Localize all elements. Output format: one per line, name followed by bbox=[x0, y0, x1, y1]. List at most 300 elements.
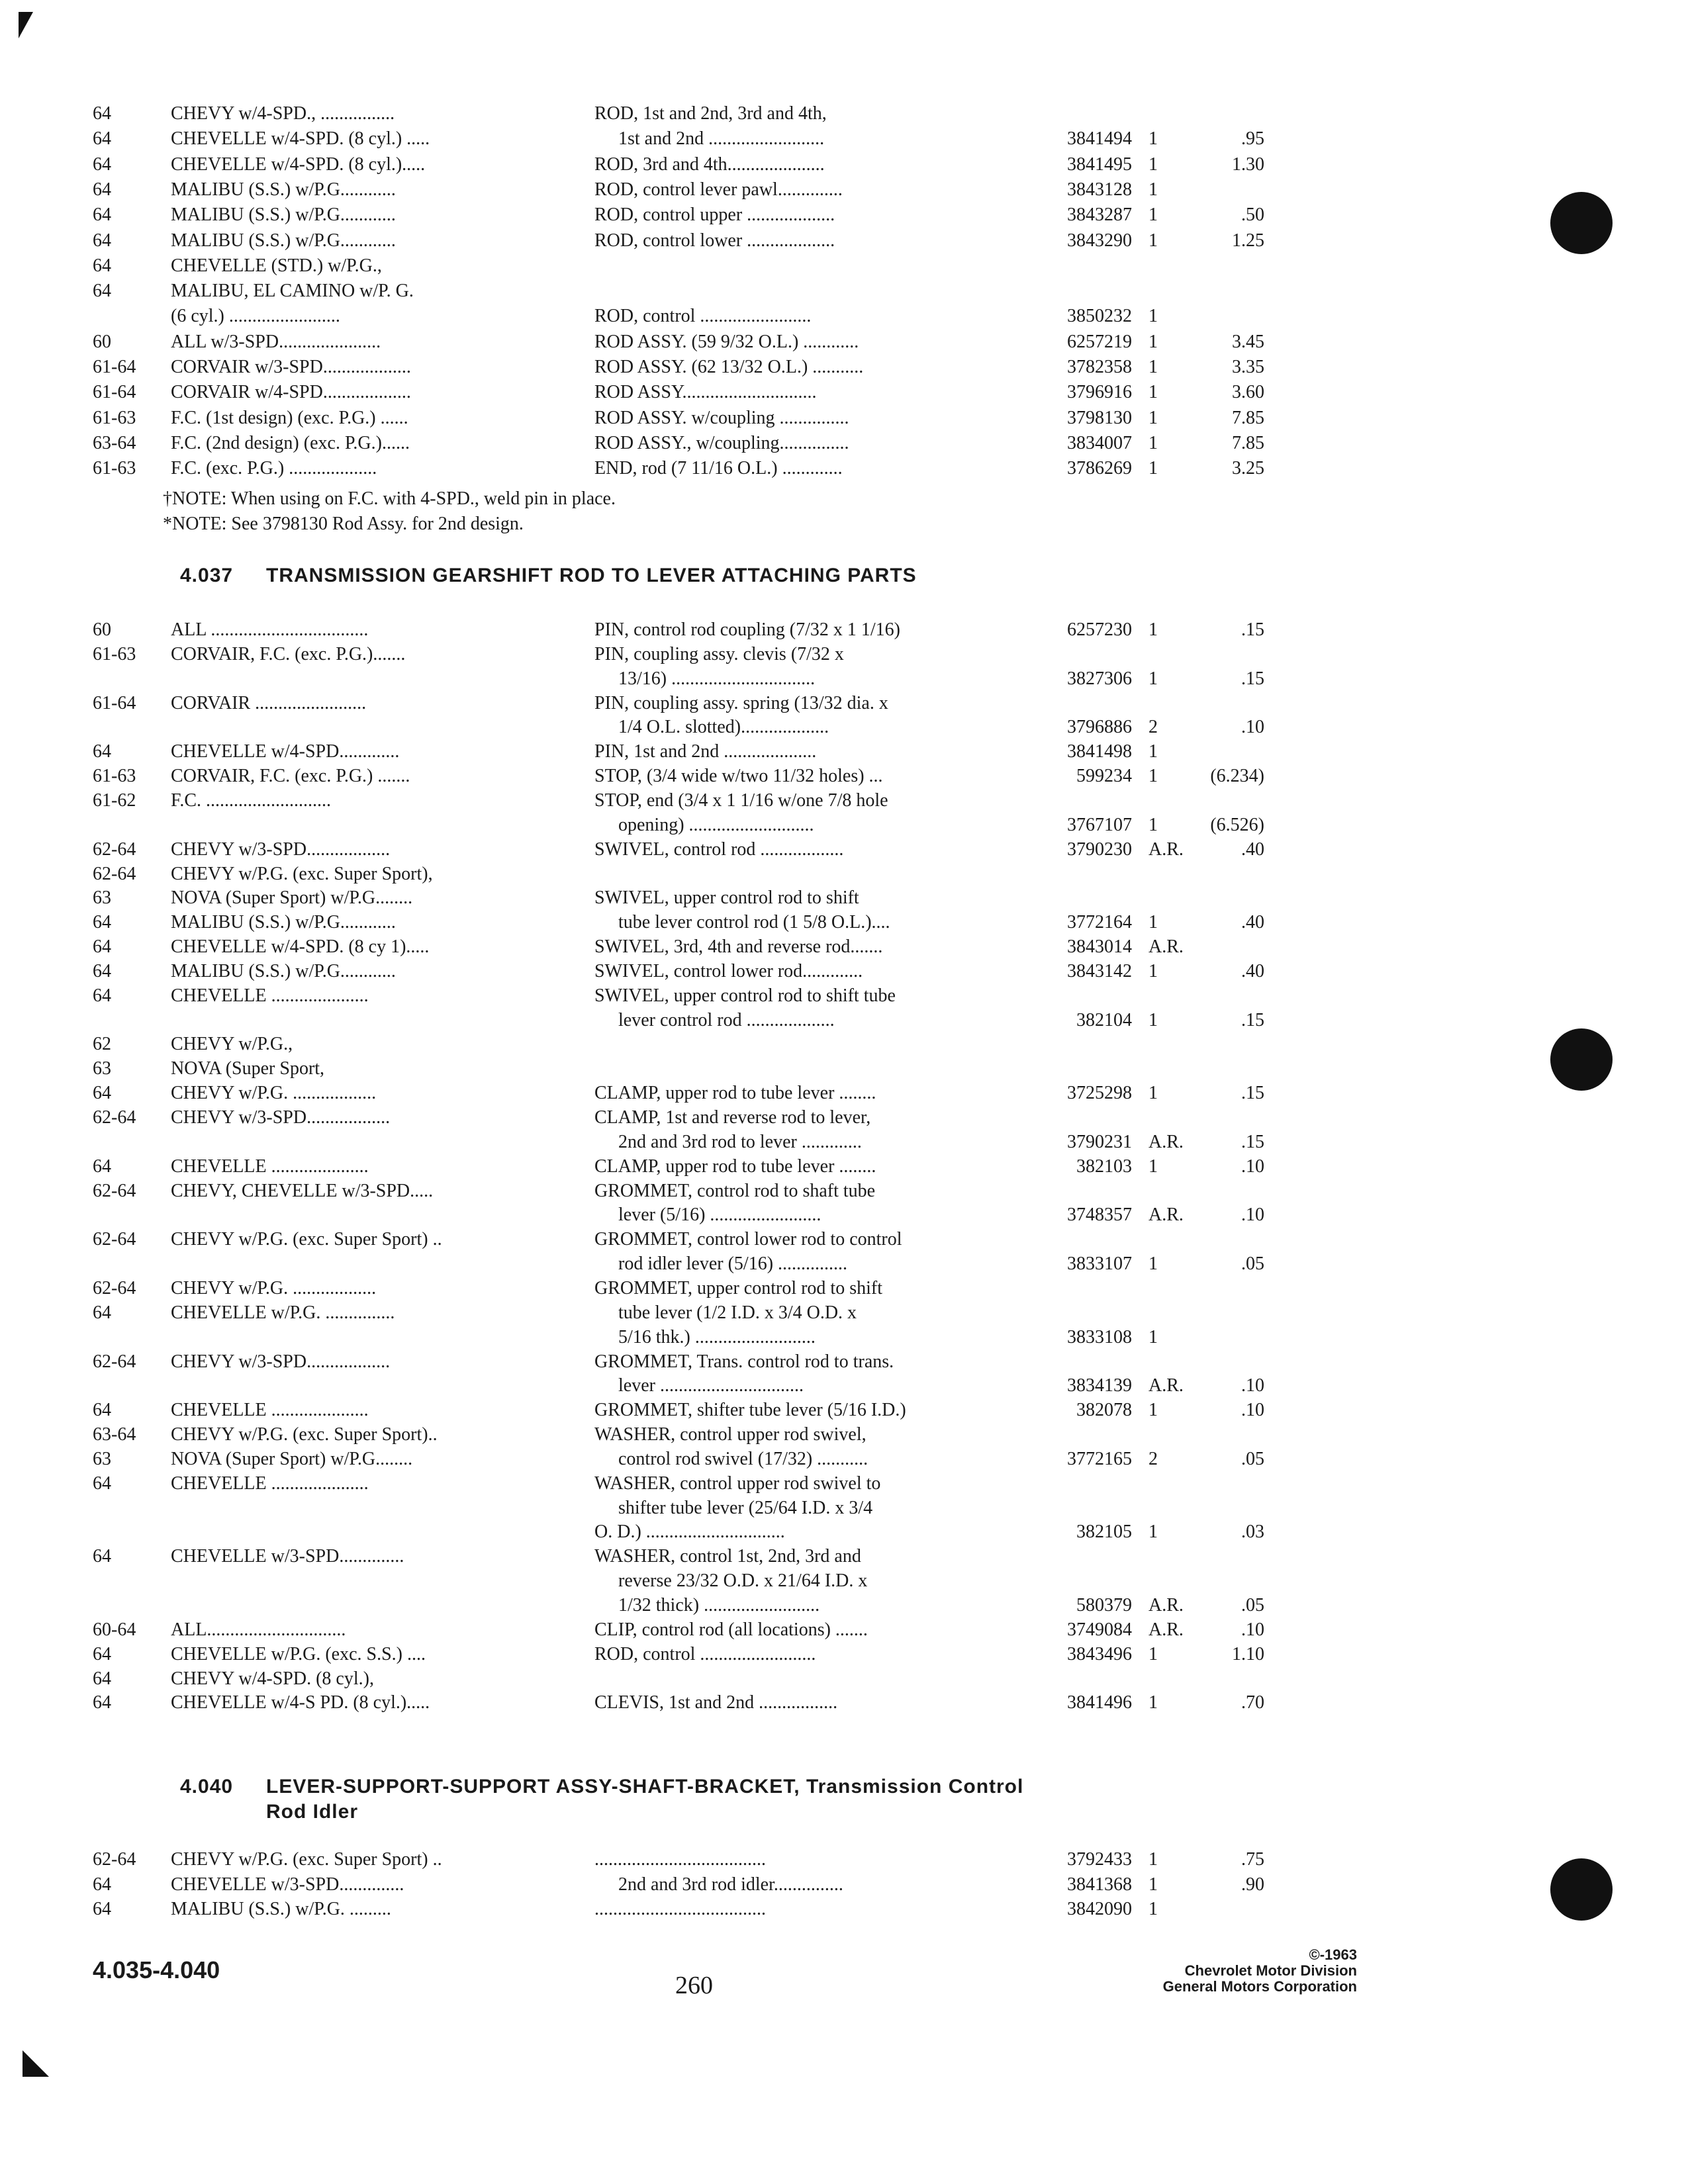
part-description: SWIVEL, upper control rod to shift tube bbox=[594, 985, 896, 1006]
part-number: 3841368 bbox=[1067, 1874, 1132, 1895]
quantity: 1 bbox=[1149, 961, 1158, 981]
application: CORVAIR, F.C. (exc. P.G.) ....... bbox=[171, 766, 410, 786]
part-number: 3796886 bbox=[1067, 717, 1132, 737]
price: 3.35 bbox=[1232, 357, 1264, 377]
part-row bbox=[0, 1056, 1688, 1082]
application: F.C. ........................... bbox=[171, 790, 332, 811]
section-number: 4.040 bbox=[180, 1776, 234, 1797]
part-number: 3834007 bbox=[1067, 433, 1132, 453]
section-heading bbox=[0, 1774, 1688, 1800]
model-year: 64 bbox=[93, 1692, 111, 1713]
model-year: 64 bbox=[93, 1874, 111, 1895]
part-row bbox=[0, 1592, 1688, 1619]
part-description: 13/16) ............................... bbox=[618, 668, 816, 689]
application: F.C. (1st design) (exc. P.G.) ...... bbox=[171, 408, 408, 428]
part-number: 382078 bbox=[1076, 1400, 1132, 1420]
model-year: 63 bbox=[93, 1449, 111, 1469]
part-number: 3790230 bbox=[1067, 839, 1132, 860]
part-number: 6257219 bbox=[1067, 332, 1132, 352]
part-row bbox=[0, 303, 1688, 330]
registration-mark-bottom bbox=[23, 2050, 49, 2077]
model-year: 61-64 bbox=[93, 693, 136, 713]
quantity: 1 bbox=[1149, 1899, 1158, 1919]
part-row bbox=[0, 430, 1688, 457]
part-description: ROD ASSY............................. bbox=[594, 382, 817, 402]
price: 1.30 bbox=[1232, 154, 1264, 175]
part-row bbox=[0, 934, 1688, 960]
part-row bbox=[0, 1896, 1688, 1923]
part-description: STOP, (3/4 wide w/two 11/32 holes) ... bbox=[594, 766, 883, 786]
price: .15 bbox=[1241, 668, 1264, 689]
part-row bbox=[0, 354, 1688, 381]
part-description: SWIVEL, 3rd, 4th and reverse rod....... bbox=[594, 936, 883, 957]
part-row bbox=[0, 690, 1688, 717]
application: CHEVY w/P.G., bbox=[171, 1034, 293, 1054]
quantity: 1 bbox=[1149, 668, 1158, 689]
application: CHEVY w/3-SPD.................. bbox=[171, 1351, 391, 1372]
model-year: 63-64 bbox=[93, 433, 136, 453]
application: CHEVELLE ..................... bbox=[171, 1473, 369, 1494]
application: NOVA (Super Sport) w/P.G........ bbox=[171, 1449, 413, 1469]
part-row bbox=[0, 1178, 1688, 1205]
application: CHEVY w/P.G. (exc. Super Sport).. bbox=[171, 1424, 438, 1445]
application: CHEVY w/P.G. .................. bbox=[171, 1278, 377, 1298]
quantity: 1 bbox=[1149, 741, 1158, 762]
part-row bbox=[0, 202, 1688, 228]
part-description: 2nd and 3rd rod to lever ............. bbox=[618, 1132, 862, 1152]
quantity: 1 bbox=[1149, 1644, 1158, 1664]
quantity: 1 bbox=[1149, 382, 1158, 402]
application: CHEVY w/P.G. (exc. Super Sport) .. bbox=[171, 1849, 442, 1870]
model-year: 64 bbox=[93, 1473, 111, 1494]
application: CHEVELLE (STD.) w/P.G., bbox=[171, 255, 382, 276]
price: .40 bbox=[1241, 839, 1264, 860]
model-year: 64 bbox=[93, 1156, 111, 1177]
part-description: ROD ASSY. w/coupling ............... bbox=[594, 408, 849, 428]
quantity: 2 bbox=[1149, 1449, 1158, 1469]
application: F.C. (exc. P.G.) ................... bbox=[171, 458, 377, 478]
price: 3.25 bbox=[1232, 458, 1264, 478]
part-description: 1/4 O.L. slotted)................... bbox=[618, 717, 829, 737]
part-number: 3850232 bbox=[1067, 306, 1132, 326]
part-description: WASHER, control upper rod swivel, bbox=[594, 1424, 867, 1445]
part-row bbox=[0, 1666, 1688, 1692]
application: MALIBU, EL CAMINO w/P. G. bbox=[171, 281, 414, 301]
part-row bbox=[0, 1031, 1688, 1058]
model-year: 63-64 bbox=[93, 1424, 136, 1445]
application: CHEVY w/P.G. .................. bbox=[171, 1083, 377, 1103]
part-description: tube lever control rod (1 5/8 O.L.).... bbox=[618, 912, 890, 933]
application: CHEVELLE w/4-SPD. (8 cyl.) ..... bbox=[171, 128, 430, 149]
part-row bbox=[0, 405, 1688, 432]
quantity: 1 bbox=[1149, 179, 1158, 200]
application: CHEVY, CHEVELLE w/3-SPD..... bbox=[171, 1181, 434, 1201]
quantity: 1 bbox=[1149, 1083, 1158, 1103]
part-number: 3749084 bbox=[1067, 1619, 1132, 1640]
application: CHEVELLE w/4-S PD. (8 cyl.)..... bbox=[171, 1692, 430, 1713]
part-number: 382105 bbox=[1076, 1522, 1132, 1542]
part-row bbox=[0, 763, 1688, 790]
quantity: A.R. bbox=[1149, 1595, 1184, 1615]
part-row bbox=[0, 812, 1688, 839]
quantity: A.R. bbox=[1149, 1375, 1184, 1396]
part-row bbox=[0, 329, 1688, 355]
model-year: 61-63 bbox=[93, 458, 136, 478]
price: .05 bbox=[1241, 1595, 1264, 1615]
model-year: 64 bbox=[93, 1644, 111, 1664]
section-number: 4.037 bbox=[180, 565, 234, 586]
price: .03 bbox=[1241, 1522, 1264, 1542]
quantity: 1 bbox=[1149, 230, 1158, 251]
application: CHEVELLE ..................... bbox=[171, 985, 369, 1006]
part-description: CLAMP, upper rod to tube lever ........ bbox=[594, 1083, 876, 1103]
model-year: 63 bbox=[93, 1058, 111, 1079]
price: .05 bbox=[1241, 1449, 1264, 1469]
part-description: CLAMP, 1st and reverse rod to lever, bbox=[594, 1107, 871, 1128]
part-description: 1/32 thick) ......................... bbox=[618, 1595, 820, 1615]
price: .10 bbox=[1241, 717, 1264, 737]
part-description: reverse 23/32 O.D. x 21/64 I.D. x bbox=[618, 1570, 868, 1591]
part-number: 3833107 bbox=[1067, 1253, 1132, 1274]
part-number: 3833108 bbox=[1067, 1327, 1132, 1347]
part-number: 3772164 bbox=[1067, 912, 1132, 933]
price: .70 bbox=[1241, 1692, 1264, 1713]
model-year: 64 bbox=[93, 103, 111, 124]
part-description: 2nd and 3rd rod idler............... bbox=[618, 1874, 843, 1895]
application: F.C. (2nd design) (exc. P.G.)...... bbox=[171, 433, 410, 453]
part-description: rod idler lever (5/16) ............... bbox=[618, 1253, 848, 1274]
application: CHEVY w/4-SPD., ................ bbox=[171, 103, 395, 124]
part-description: PIN, coupling assy. spring (13/32 dia. x bbox=[594, 693, 888, 713]
part-row bbox=[0, 1446, 1688, 1473]
application: ALL .................................. bbox=[171, 619, 369, 640]
part-description: PIN, 1st and 2nd .................... bbox=[594, 741, 817, 762]
price: 1.10 bbox=[1232, 1644, 1264, 1664]
part-description: ..................................... bbox=[594, 1899, 766, 1919]
quantity: A.R. bbox=[1149, 1205, 1184, 1225]
part-description: PIN, control rod coupling (7/32 x 1 1/16) bbox=[594, 619, 900, 640]
part-number: 382104 bbox=[1076, 1010, 1132, 1030]
part-description: ROD ASSY., w/coupling............... bbox=[594, 433, 849, 453]
price: .10 bbox=[1241, 1205, 1264, 1225]
model-year: 64 bbox=[93, 741, 111, 762]
part-row bbox=[0, 1080, 1688, 1107]
part-row bbox=[0, 837, 1688, 863]
quantity: 2 bbox=[1149, 717, 1158, 737]
part-row bbox=[0, 1690, 1688, 1716]
price: .10 bbox=[1241, 1156, 1264, 1177]
model-year: 64 bbox=[93, 1400, 111, 1420]
model-year: 62-64 bbox=[93, 864, 136, 884]
model-year: 64 bbox=[93, 1302, 111, 1323]
model-year: 62-64 bbox=[93, 1351, 136, 1372]
part-description: GROMMET, control lower rod to control bbox=[594, 1229, 902, 1250]
quantity: 1 bbox=[1149, 128, 1158, 149]
part-row bbox=[0, 1617, 1688, 1643]
section-heading bbox=[0, 563, 1688, 589]
application: CHEVELLE ..................... bbox=[171, 1400, 369, 1420]
quantity: A.R. bbox=[1149, 936, 1184, 957]
part-description: opening) ........................... bbox=[618, 815, 814, 835]
model-year: 64 bbox=[93, 1668, 111, 1689]
part-row bbox=[0, 739, 1688, 765]
part-number: 3767107 bbox=[1067, 815, 1132, 835]
quantity: 1 bbox=[1149, 205, 1158, 225]
application: (6 cyl.) ........................ bbox=[171, 306, 340, 326]
part-description: SWIVEL, upper control rod to shift bbox=[594, 887, 859, 908]
part-description: SWIVEL, control rod .................. bbox=[594, 839, 844, 860]
application: CHEVY w/P.G. (exc. Super Sport), bbox=[171, 864, 433, 884]
footnote bbox=[0, 486, 1688, 512]
model-year: 60 bbox=[93, 332, 111, 352]
application: ALL.............................. bbox=[171, 1619, 346, 1640]
part-row bbox=[0, 1568, 1688, 1594]
part-description: WASHER, control upper rod swivel to bbox=[594, 1473, 881, 1494]
model-year: 64 bbox=[93, 255, 111, 276]
application: CHEVELLE w/4-SPD............. bbox=[171, 741, 400, 762]
part-description: GROMMET, Trans. control rod to trans. bbox=[594, 1351, 894, 1372]
application: CHEVELLE w/4-SPD. (8 cy 1)..... bbox=[171, 936, 430, 957]
part-description: ..................................... bbox=[594, 1849, 766, 1870]
part-number: 6257230 bbox=[1067, 619, 1132, 640]
part-description: ROD, control lower ................... bbox=[594, 230, 835, 251]
part-row bbox=[0, 152, 1688, 178]
part-row bbox=[0, 1007, 1688, 1034]
part-description: END, rod (7 11/16 O.L.) ............. bbox=[594, 458, 843, 478]
part-description: tube lever (1/2 I.D. x 3/4 O.D. x bbox=[618, 1302, 857, 1323]
application: CORVAIR w/3-SPD................... bbox=[171, 357, 411, 377]
part-number: 3843287 bbox=[1067, 205, 1132, 225]
part-description: lever control rod ................... bbox=[618, 1010, 835, 1030]
part-description: CLIP, control rod (all locations) ....... bbox=[594, 1619, 868, 1640]
part-row bbox=[0, 983, 1688, 1009]
part-description: CLEVIS, 1st and 2nd ................. bbox=[594, 1692, 838, 1713]
part-description: 5/16 thk.) .......................... bbox=[618, 1327, 816, 1347]
part-description: ROD, control ......................... bbox=[594, 1644, 816, 1664]
model-year: 64 bbox=[93, 128, 111, 149]
quantity: 1 bbox=[1149, 357, 1158, 377]
quantity: 1 bbox=[1149, 306, 1158, 326]
part-description: ROD, 3rd and 4th..................... bbox=[594, 154, 825, 175]
note-text: †NOTE: When using on F.C. with 4-SPD., weld pin in place. bbox=[163, 488, 616, 509]
part-row bbox=[0, 253, 1688, 279]
application: CORVAIR, F.C. (exc. P.G.)....... bbox=[171, 644, 406, 664]
part-description: ROD ASSY. (62 13/32 O.L.) ........... bbox=[594, 357, 864, 377]
part-number: 3827306 bbox=[1067, 668, 1132, 689]
model-year: 62-64 bbox=[93, 1107, 136, 1128]
part-row bbox=[0, 1275, 1688, 1302]
part-row bbox=[0, 126, 1688, 152]
application: NOVA (Super Sport) w/P.G........ bbox=[171, 887, 413, 908]
quantity: 1 bbox=[1149, 766, 1158, 786]
price: .05 bbox=[1241, 1253, 1264, 1274]
price: .15 bbox=[1241, 1083, 1264, 1103]
part-row bbox=[0, 228, 1688, 254]
quantity: 1 bbox=[1149, 433, 1158, 453]
part-number: 3790231 bbox=[1067, 1132, 1132, 1152]
part-description: CLAMP, upper rod to tube lever ........ bbox=[594, 1156, 876, 1177]
quantity: 1 bbox=[1149, 1692, 1158, 1713]
part-description: WASHER, control 1st, 2nd, 3rd and bbox=[594, 1546, 861, 1567]
part-number: 3782358 bbox=[1067, 357, 1132, 377]
part-number: 3834139 bbox=[1067, 1375, 1132, 1396]
part-row bbox=[0, 1154, 1688, 1180]
application: CHEVELLE w/4-SPD. (8 cyl.)..... bbox=[171, 154, 426, 175]
application: CORVAIR w/4-SPD................... bbox=[171, 382, 411, 402]
part-number: 3841498 bbox=[1067, 741, 1132, 762]
price: .90 bbox=[1241, 1874, 1264, 1895]
application: CHEVY w/3-SPD.................. bbox=[171, 839, 391, 860]
model-year: 61-64 bbox=[93, 357, 136, 377]
part-description: ROD, control upper ................... bbox=[594, 205, 835, 225]
application: CHEVY w/4-SPD. (8 cyl.), bbox=[171, 1668, 374, 1689]
part-row bbox=[0, 1422, 1688, 1448]
part-number: 3772165 bbox=[1067, 1449, 1132, 1469]
price: 7.85 bbox=[1232, 408, 1264, 428]
price: .10 bbox=[1241, 1400, 1264, 1420]
part-description: 1st and 2nd ......................... bbox=[618, 128, 825, 149]
part-row bbox=[0, 1543, 1688, 1570]
part-row bbox=[0, 1495, 1688, 1522]
application: MALIBU (S.S.) w/P.G............ bbox=[171, 205, 396, 225]
application: MALIBU (S.S.) w/P.G. ......... bbox=[171, 1899, 391, 1919]
part-row bbox=[0, 1846, 1688, 1873]
application: CHEVELLE w/P.G. (exc. S.S.) .... bbox=[171, 1644, 426, 1664]
model-year: 64 bbox=[93, 912, 111, 933]
part-row bbox=[0, 1471, 1688, 1497]
application: MALIBU (S.S.) w/P.G............ bbox=[171, 912, 396, 933]
price: .15 bbox=[1241, 619, 1264, 640]
quantity: A.R. bbox=[1149, 839, 1184, 860]
part-number: 3748357 bbox=[1067, 1205, 1132, 1225]
quantity: A.R. bbox=[1149, 1619, 1184, 1640]
section-title: TRANSMISSION GEARSHIFT ROD TO LEVER ATTACHING PARTS bbox=[266, 565, 917, 586]
price: 7.85 bbox=[1232, 433, 1264, 453]
part-description: ROD, control lever pawl.............. bbox=[594, 179, 843, 200]
part-row bbox=[0, 641, 1688, 668]
part-number: 3842090 bbox=[1067, 1899, 1132, 1919]
division: Chevrolet Motor Division bbox=[1184, 1962, 1357, 1979]
model-year: 64 bbox=[93, 1083, 111, 1103]
part-row bbox=[0, 1519, 1688, 1545]
model-year: 62-64 bbox=[93, 839, 136, 860]
price: 3.45 bbox=[1232, 332, 1264, 352]
price: .15 bbox=[1241, 1010, 1264, 1030]
part-number: 599234 bbox=[1076, 766, 1132, 786]
part-description: ROD ASSY. (59 9/32 O.L.) ............ bbox=[594, 332, 859, 352]
quantity: 1 bbox=[1149, 1874, 1158, 1895]
model-year: 62-64 bbox=[93, 1278, 136, 1298]
quantity: 1 bbox=[1149, 1522, 1158, 1542]
model-year: 64 bbox=[93, 281, 111, 301]
part-row bbox=[0, 788, 1688, 814]
corporation: General Motors Corporation bbox=[1162, 1978, 1357, 1995]
part-row bbox=[0, 1202, 1688, 1228]
page-number: 260 bbox=[675, 1972, 713, 1999]
price: .75 bbox=[1241, 1849, 1264, 1870]
part-row bbox=[0, 617, 1688, 643]
part-number: 3798130 bbox=[1067, 408, 1132, 428]
model-year: 64 bbox=[93, 1899, 111, 1919]
quantity: 1 bbox=[1149, 1156, 1158, 1177]
application: CHEVY w/3-SPD.................. bbox=[171, 1107, 391, 1128]
price: .40 bbox=[1241, 912, 1264, 933]
model-year: 64 bbox=[93, 985, 111, 1006]
price: (6.526) bbox=[1210, 815, 1264, 835]
application: ALL w/3-SPD...................... bbox=[171, 332, 381, 352]
footnote bbox=[0, 511, 1688, 537]
model-year: 64 bbox=[93, 936, 111, 957]
application: MALIBU (S.S.) w/P.G............ bbox=[171, 961, 396, 981]
model-year: 64 bbox=[93, 1546, 111, 1567]
part-row bbox=[0, 885, 1688, 911]
part-number: 3843496 bbox=[1067, 1644, 1132, 1664]
model-year: 64 bbox=[93, 961, 111, 981]
quantity: 1 bbox=[1149, 815, 1158, 835]
part-row bbox=[0, 861, 1688, 887]
model-year: 61-63 bbox=[93, 766, 136, 786]
quantity: 1 bbox=[1149, 458, 1158, 478]
quantity: 1 bbox=[1149, 332, 1158, 352]
part-row bbox=[0, 1226, 1688, 1253]
part-row bbox=[0, 1872, 1688, 1898]
part-number: 3725298 bbox=[1067, 1083, 1132, 1103]
quantity: 1 bbox=[1149, 1253, 1158, 1274]
model-year: 63 bbox=[93, 887, 111, 908]
model-year: 61-64 bbox=[93, 382, 136, 402]
part-row bbox=[0, 1251, 1688, 1277]
price: .50 bbox=[1241, 205, 1264, 225]
price: .15 bbox=[1241, 1132, 1264, 1152]
part-description: lever (5/16) ........................ bbox=[618, 1205, 821, 1225]
part-row bbox=[0, 1300, 1688, 1326]
quantity: 1 bbox=[1149, 408, 1158, 428]
part-number: 3786269 bbox=[1067, 458, 1132, 478]
quantity: 1 bbox=[1149, 1849, 1158, 1870]
part-row bbox=[0, 278, 1688, 304]
model-year: 62-64 bbox=[93, 1181, 136, 1201]
part-row bbox=[0, 1373, 1688, 1399]
part-row bbox=[0, 1349, 1688, 1375]
model-year: 62-64 bbox=[93, 1229, 136, 1250]
model-year: 61-63 bbox=[93, 408, 136, 428]
part-number: 3792433 bbox=[1067, 1849, 1132, 1870]
part-row bbox=[0, 1105, 1688, 1131]
part-number: 3843014 bbox=[1067, 936, 1132, 957]
part-number: 3841494 bbox=[1067, 128, 1132, 149]
part-row bbox=[0, 379, 1688, 406]
part-description: ROD, 1st and 2nd, 3rd and 4th, bbox=[594, 103, 827, 124]
model-year: 60-64 bbox=[93, 1619, 136, 1640]
model-year: 64 bbox=[93, 179, 111, 200]
part-row bbox=[0, 666, 1688, 692]
model-year: 61-62 bbox=[93, 790, 136, 811]
part-description: O. D.) .............................. bbox=[594, 1522, 785, 1542]
price: 3.60 bbox=[1232, 382, 1264, 402]
part-number: 3843290 bbox=[1067, 230, 1132, 251]
quantity: 1 bbox=[1149, 1010, 1158, 1030]
quantity: 1 bbox=[1149, 154, 1158, 175]
model-year: 60 bbox=[93, 619, 111, 640]
registration-mark-top bbox=[19, 12, 33, 38]
part-description: GROMMET, shifter tube lever (5/16 I.D.) bbox=[594, 1400, 906, 1420]
price: .40 bbox=[1241, 961, 1264, 981]
part-row bbox=[0, 1641, 1688, 1668]
part-description: lever ............................... bbox=[618, 1375, 804, 1396]
part-row bbox=[0, 177, 1688, 203]
application: CHEVELLE w/3-SPD.............. bbox=[171, 1874, 404, 1895]
part-row bbox=[0, 909, 1688, 936]
